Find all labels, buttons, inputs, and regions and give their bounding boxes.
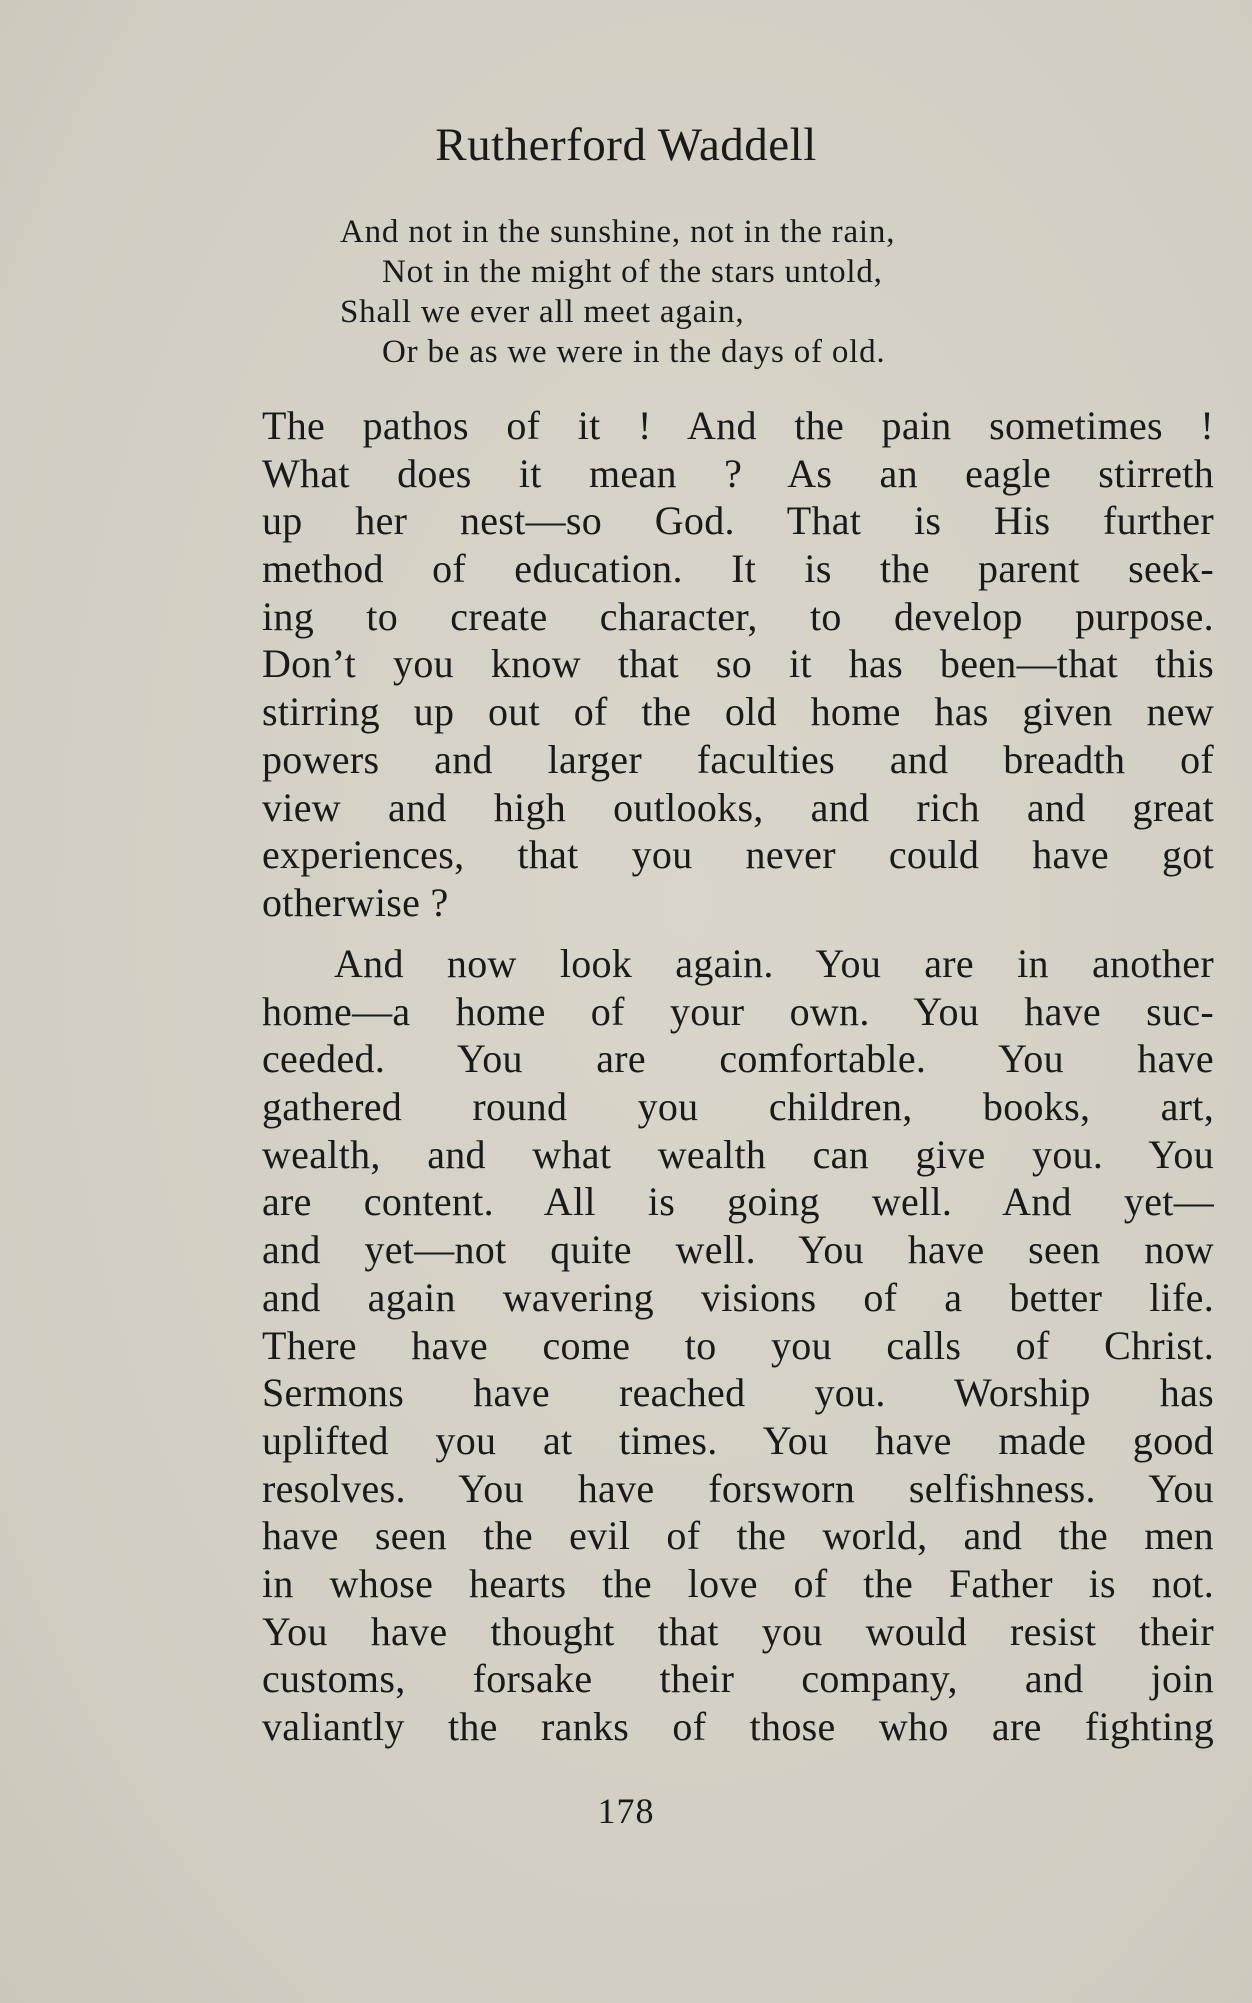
text-line: customs, forsake their company, and join <box>262 1656 1214 1702</box>
text-line: There have come to you calls of Christ. <box>262 1322 1214 1368</box>
poem-line: Not in the might of the stars untold, <box>382 254 883 290</box>
text-line: wealth, and what wealth can give you. You <box>262 1131 1214 1177</box>
text-line: have seen the evil of the world, and the men <box>262 1513 1214 1559</box>
text-line: gathered round you children, books, art, <box>262 1084 1214 1130</box>
text-line: And now look again. You are in another <box>334 941 1214 986</box>
text-line: powers and larger faculties and breadth of <box>262 736 1214 782</box>
paragraph-1 <box>262 402 1214 927</box>
text-line: valiantly the ranks of those who are fighting <box>262 1704 1214 1749</box>
text-line: and again wavering visions of a better life. <box>262 1274 1214 1320</box>
text-line: in whose hearts the love of the Father is not. <box>262 1560 1214 1606</box>
paragraph-2 <box>262 940 1214 1751</box>
poem-stanza <box>340 212 1160 372</box>
page-number: 178 <box>597 1791 655 1831</box>
text-line: You have thought that you would resist their <box>262 1608 1214 1654</box>
text-line: ceeded. You are comfortable. You have <box>262 1036 1214 1082</box>
text-line: ing to create character, to develop purpose. <box>262 593 1214 639</box>
poem-line: Shall we ever all meet again, <box>340 294 745 330</box>
text-line: The pathos of it ! And the pain sometimes ! <box>262 403 1214 448</box>
text-line: What does it mean ? As an eagle stirreth <box>262 450 1214 496</box>
text-line: up her nest—so God. That is His further <box>262 498 1214 544</box>
text-line: method of education. It is the parent seek- <box>262 546 1214 592</box>
text-line: Sermons have reached you. Worship has <box>262 1370 1214 1416</box>
text-line: stirring up out of the old home has given new <box>262 689 1214 735</box>
text-line: uplifted you at times. You have made good <box>262 1417 1214 1463</box>
poem-line: And not in the sunshine, not in the rain, <box>340 214 896 250</box>
text-line: are content. All is going well. And yet— <box>262 1179 1214 1225</box>
text-line: home—a home of your own. You have suc- <box>262 988 1214 1034</box>
poem-line: Or be as we were in the days of old. <box>382 334 886 370</box>
text-line: and yet—not quite well. You have seen now <box>262 1227 1214 1273</box>
text-line: Don’t you know that so it has been—that this <box>262 641 1214 687</box>
text-line: otherwise ? <box>262 879 449 925</box>
text-line: resolves. You have forsworn selfishness. You <box>262 1465 1214 1511</box>
text-line: view and high outlooks, and rich and great <box>262 784 1214 830</box>
running-header: Rutherford Waddell <box>435 119 817 171</box>
text-line: experiences, that you never could have got <box>262 832 1214 878</box>
